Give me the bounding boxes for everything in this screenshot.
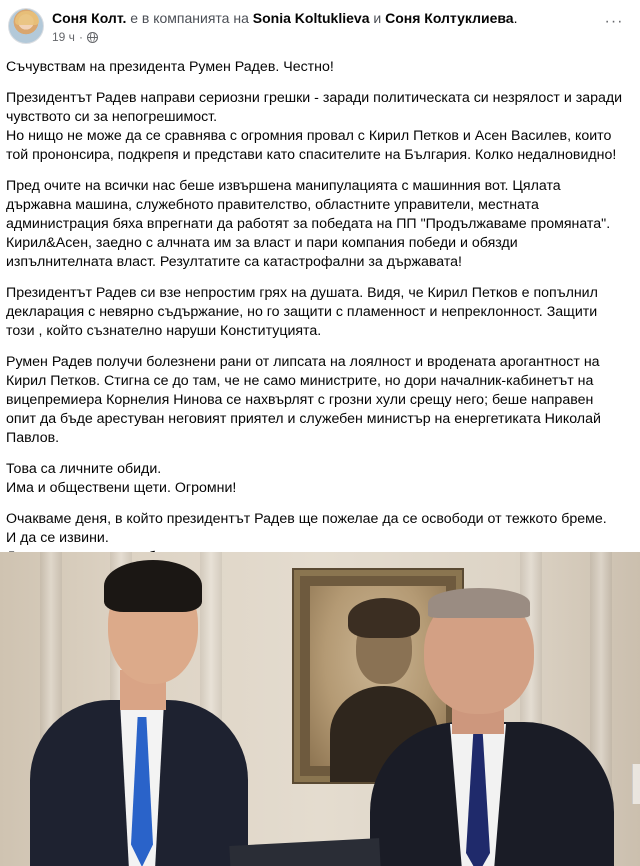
post-text-line: Пред очите на всички нас беше извършена манипулацията с машинния вот. Цялата [6,178,561,194]
post-text-line: администрация бяха впрегнати да работят за победата на ПП "Продължаваме промяната". [6,216,611,232]
post-text-line: Президентът Радев си взе непростим грях на душата. Видя, че Кирил Петков е попълнил [6,285,598,301]
post-time[interactable]: 19 ч [52,30,75,44]
post-text-line: изпълнителната власт. Резултатите са катастрофални за държавата! [6,254,462,270]
post-text-line: И да се извини. [6,530,109,546]
post-text-line: чувството си за непогрешимост. [6,109,218,125]
post-text-line: Кирил&Асен, заедно с алчната им за власт и пари компания победи и обязди [6,235,518,251]
right-hair [428,588,530,618]
post-text-line: Има и обществени щети. Огромни! [6,480,237,496]
post-paragraph [6,353,634,448]
author-line [52,10,517,26]
post-text-line: Но нищо не може да се сравнява с огромния провал с Кирил Петков и Асен Василев, които [6,128,612,144]
post-text-line: Кирил Петков. Стигна се до там, че не само министрите, но дори началник-кабинетът на [6,373,594,389]
left-hair [104,560,202,612]
post-paragraph [6,89,634,165]
document-folder [229,838,380,866]
post-text-line: държавна машина, служебното правителство, областните управители, местната [6,197,539,213]
post-text-line: Очакваме деня, в който президентът Радев ще пожелае да се освободи от тежкото бреме. [6,511,607,527]
post-photo[interactable] [0,552,640,866]
post-text-line: декларация с невярно съдържание, но го защити с пламенност и непреклонност. Защити [6,304,598,320]
post-text-line: Съчувствам на президента Румен Радев. Честно! [6,59,334,75]
post-text-line: Това са личните обиди. [6,461,162,477]
post-text-line: този , който съзнателно наруши Конституцията. [6,323,322,339]
and-connector: и [373,10,382,26]
post-meta [52,30,98,44]
globe-icon[interactable] [87,32,98,43]
meta-dot: · [78,30,83,44]
post-paragraph [6,58,634,77]
post-header [0,0,640,52]
post-text-line: той прононсира, подкрепя и представи като спасителите на България. Колко недалновидно! [6,147,617,163]
tagged-person-1[interactable]: Sonia Koltuklieva [252,10,370,26]
author-name[interactable]: Соня Колт. [52,10,127,26]
post-paragraph [6,284,634,341]
post-text-line: опит да бъде арестуван неговият приятел и служебен министър на енергетиката Николай [6,411,601,427]
post-text-line: Президентът Радев направи сериозни грешки - заради политическата си незрялост и заради [6,90,623,106]
with-connector: е в компанията на [130,10,249,26]
post-text-line: Румен Радев получи болезнени рани от липсата на лоялност и вродената арогантност на [6,354,600,370]
author-avatar[interactable] [8,8,44,44]
post-text-line: Павлов. [6,430,60,446]
author-line-period: . [513,10,518,26]
post-text [6,58,634,579]
post-paragraph [6,460,634,498]
post-text-line: вицепремиера Корнелия Нинова се нахвърлят с грозни хули срещу него; беше направен [6,392,594,408]
scrollbar-handle[interactable] [632,764,640,804]
portrait-figure-hair [348,598,420,638]
tagged-person-2[interactable]: Соня Колтуклиева [385,10,514,26]
ellipsis-icon[interactable]: ··· [604,13,624,30]
post-paragraph [6,177,634,272]
